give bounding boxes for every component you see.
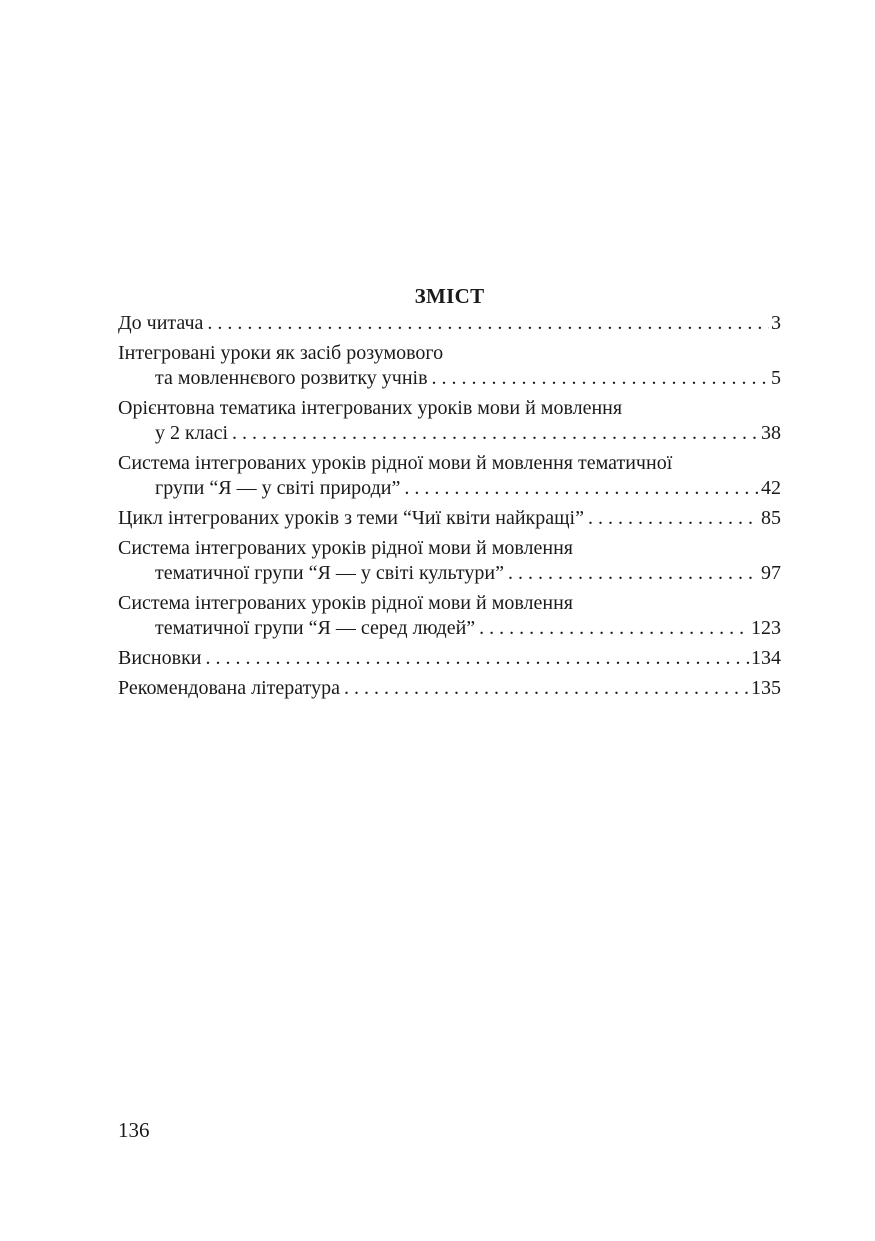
page-number: 136 [118,1118,150,1142]
toc-entry-text-continued: групи “Я — у світі природи” [155,477,401,499]
toc-entry-text: Цикл інтегрованих уроків з теми “Чиї квіти найкращі” [118,507,584,529]
toc-entry-text-continued: у 2 класі [155,422,229,444]
toc-page-number: 123 [751,617,781,639]
dot-leader [207,311,769,336]
toc-entry-text-continued: та мовленнєвого розвитку учнів [155,367,428,389]
table-of-contents [118,283,781,706]
toc-entry-text: Орієнтовна тематика інтегрованих уроків мови й мовлення [118,397,623,419]
dot-leader [232,421,759,446]
dot-leader [344,676,749,701]
toc-entry [118,451,781,501]
toc-page-number: 97 [761,562,781,584]
toc-entry-text: До читача [118,312,204,334]
dot-leader [588,506,759,531]
toc-entry [118,396,781,446]
toc-title: ЗМІСТ [414,284,485,308]
dot-leader [404,476,759,501]
toc-entry-text-continued: тематичної групи “Я — у світі культури” [155,562,504,584]
toc-entry [118,676,781,701]
toc-entry-text: Рекомендована література [118,677,340,699]
toc-entry [118,536,781,586]
dot-leader [479,616,749,641]
toc-entry [118,646,781,671]
toc-entry-text: Система інтегрованих уроків рідної мови й мовлення [118,592,573,614]
toc-entry-text: Висновки [118,647,202,669]
toc-page-number: 85 [761,507,781,529]
toc-page-number: 134 [751,647,781,669]
toc-page-number: 3 [771,312,781,334]
dot-leader [206,646,750,671]
toc-entry [118,506,781,531]
toc-entry [118,341,781,391]
toc-page-number: 38 [761,422,781,444]
toc-page-number: 5 [771,367,781,389]
toc-entry [118,311,781,336]
toc-entry [118,591,781,641]
toc-entry-text: Система інтегрованих уроків рідної мови й мовлення тематичної [118,452,673,474]
dot-leader [508,561,759,586]
dot-leader [432,366,769,391]
toc-entry-text-continued: тематичної групи “Я — серед людей” [155,617,476,639]
toc-entry-text: Система інтегрованих уроків рідної мови й мовлення [118,537,573,559]
toc-entry-text: Інтегровані уроки як засіб розумового [118,342,444,364]
toc-page-number: 135 [751,677,781,699]
toc-page-number: 42 [761,477,781,499]
